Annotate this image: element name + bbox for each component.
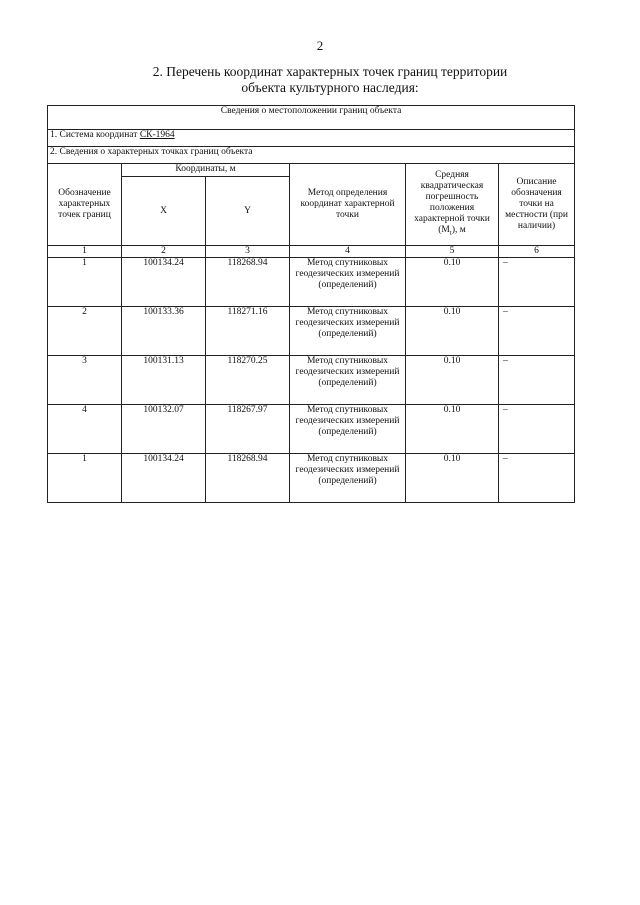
table-row xyxy=(48,356,575,405)
y-value: 118268.94 xyxy=(206,454,290,503)
table-caption: Сведения о местоположении границ объекта xyxy=(48,106,575,130)
column-number: 1 xyxy=(48,246,122,258)
table-row xyxy=(48,405,575,454)
table-row xyxy=(48,454,575,503)
page-number: 2 xyxy=(316,38,324,53)
header-coordinates: Координаты, м xyxy=(122,164,290,177)
error-value: 0.10 xyxy=(406,454,499,503)
document-title xyxy=(110,64,550,96)
header-designation: Обозначение характерных точек границ xyxy=(48,164,122,246)
header-method: Метод определения координат характерной точки xyxy=(290,164,406,246)
y-value: 118270.25 xyxy=(206,356,290,405)
document-title-line-1: 2. Перечень координат характерных точек границ территории xyxy=(152,64,508,79)
error-value: 0.10 xyxy=(406,307,499,356)
point-id: 3 xyxy=(48,356,122,405)
description-value: – xyxy=(499,307,575,356)
method-value: Метод спутниковых геодезических измерений (определений) xyxy=(290,258,406,307)
column-number: 6 xyxy=(499,246,575,258)
x-value: 100134.24 xyxy=(122,454,206,503)
description-value: – xyxy=(499,454,575,503)
column-number: 3 xyxy=(206,246,290,258)
document-title-line-2: объекта культурного наследия: xyxy=(241,80,419,95)
column-number: 2 xyxy=(122,246,206,258)
method-value: Метод спутниковых геодезических измерений (определений) xyxy=(290,454,406,503)
description-value: – xyxy=(499,258,575,307)
header-error: Средняя квадратическая погрешность положения характерной точки $(M_t)$, м xyxy=(406,164,499,246)
table-row xyxy=(48,307,575,356)
coordinate-system-row xyxy=(48,130,575,147)
method-value: Метод спутниковых геодезических измерений (определений) xyxy=(290,405,406,454)
header-y: Y xyxy=(206,177,290,246)
error-value: 0.10 xyxy=(406,356,499,405)
coordinate-system-label: 1. Система координат xyxy=(50,130,140,140)
method-value: Метод спутниковых геодезических измерений (определений) xyxy=(290,356,406,405)
y-value: 118271.16 xyxy=(206,307,290,356)
x-value: 100132.07 xyxy=(122,405,206,454)
x-value: 100133.36 xyxy=(122,307,206,356)
x-value: 100131.13 xyxy=(122,356,206,405)
description-value: – xyxy=(499,356,575,405)
point-id: 4 xyxy=(48,405,122,454)
error-value: 0.10 xyxy=(406,258,499,307)
x-value: 100134.24 xyxy=(122,258,206,307)
method-value: Метод спутниковых геодезических измерений (определений) xyxy=(290,307,406,356)
point-id: 1 xyxy=(48,454,122,503)
header-x: X xyxy=(122,177,206,246)
y-value: 118267.97 xyxy=(206,405,290,454)
y-value: 118268.94 xyxy=(206,258,290,307)
column-number: 4 xyxy=(290,246,406,258)
point-id: 2 xyxy=(48,307,122,356)
point-id: 1 xyxy=(48,258,122,307)
coordinates-table xyxy=(47,105,575,503)
error-value: 0.10 xyxy=(406,405,499,454)
header-description: Описание обозначения точки на местности (при наличии) xyxy=(499,164,575,246)
points-section-heading: 2. Сведения о характерных точках границ объекта xyxy=(48,147,575,164)
column-number: 5 xyxy=(406,246,499,258)
table-row xyxy=(48,258,575,307)
column-number-row xyxy=(48,246,575,258)
coordinate-system-value: СК-1964 xyxy=(139,130,175,140)
description-value: – xyxy=(499,405,575,454)
